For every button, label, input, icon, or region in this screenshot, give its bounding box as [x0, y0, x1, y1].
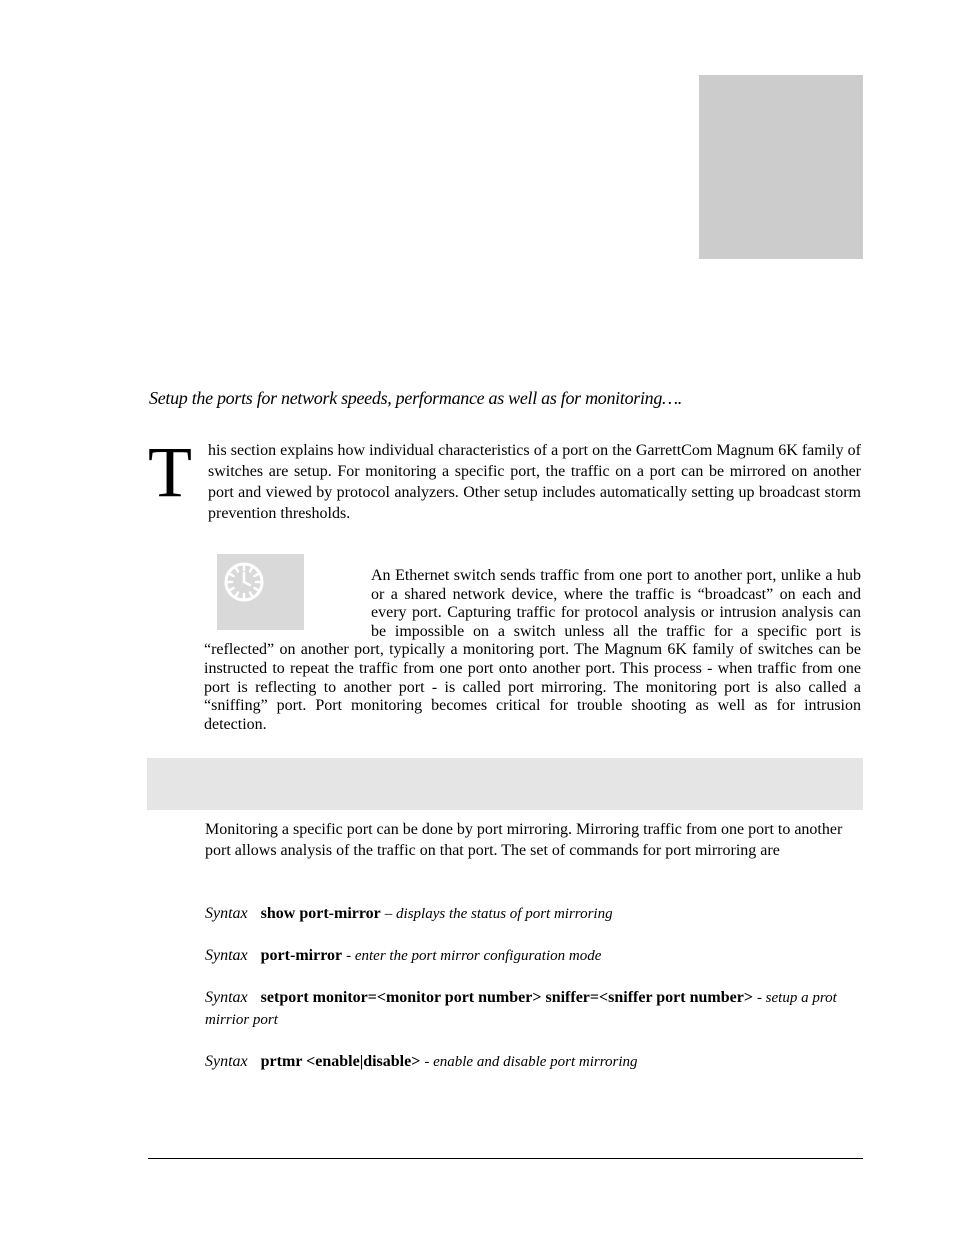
syntax-description: – displays the status of port mirroring: [384, 906, 613, 922]
footer-rule: [148, 1158, 863, 1159]
intro-paragraph: [148, 432, 861, 524]
intro-text: his section explains how individual characteristics of a port on the GarrettCom Magnum 6K family of switches are setup. For monitoring a specific port, the traffic on a port can be mirrored on another port and viewed by protocol analyzers. Other setup includes automatically setting up broadcast storm prevention thresholds.: [208, 442, 861, 522]
body-paragraph: Monitoring a specific port can be done by port mirroring. Mirroring traffic from one port to another port allows analysis of the traffic on that port. The set of commands for port mirroring are: [205, 821, 843, 859]
syntax-command: prtmr <enable|disable>: [260, 1053, 421, 1070]
syntax-command: port-mirror: [260, 947, 343, 964]
note-paragraph: [204, 567, 861, 734]
syntax-line: [205, 945, 865, 967]
syntax-keyword: Syntax: [205, 1053, 248, 1070]
syntax-command: setport monitor=<monitor port number> sniffer=<sniffer port number>: [260, 989, 753, 1006]
syntax-description: - enable and disable port mirroring: [424, 1054, 638, 1070]
section-heading-bar: [147, 758, 863, 810]
syntax-command: show port-mirror: [260, 905, 381, 922]
syntax-keyword: Syntax: [205, 947, 248, 964]
syntax-line: [205, 1051, 865, 1073]
syntax-description: - enter the port mirror configuration mode: [346, 948, 602, 964]
syntax-keyword: Syntax: [205, 905, 248, 922]
chapter-number-box: [699, 75, 863, 259]
syntax-line: [205, 987, 851, 1031]
chapter-tagline: Setup the ports for network speeds, performance as well as for monitoring….: [149, 388, 682, 408]
note-text: An Ethernet switch sends traffic from one port to another port, unlike a hub or a shared network device, where the traffic is “broadcast” on each and every port. Capturing traffic for protocol analysis or intrusion analysis can be impossible on a switch unless all the traffic for a specific port is “reflected” on another port, typically a monitoring port. The Magnum 6K family of switches can be instructed to repeat the traffic from one port onto another port. This process - when traffic from one port is reflecting to another port - is called port mirroring. The monitoring port is also called a “sniffing” port. Port monitoring becomes critical for trouble shooting as well as for intrusion detection.: [204, 567, 861, 733]
drop-cap: T: [148, 432, 192, 512]
syntax-keyword: Syntax: [205, 989, 248, 1006]
syntax-line: [205, 903, 865, 925]
syntax-description: - setup a prot mirrior port: [205, 990, 837, 1028]
